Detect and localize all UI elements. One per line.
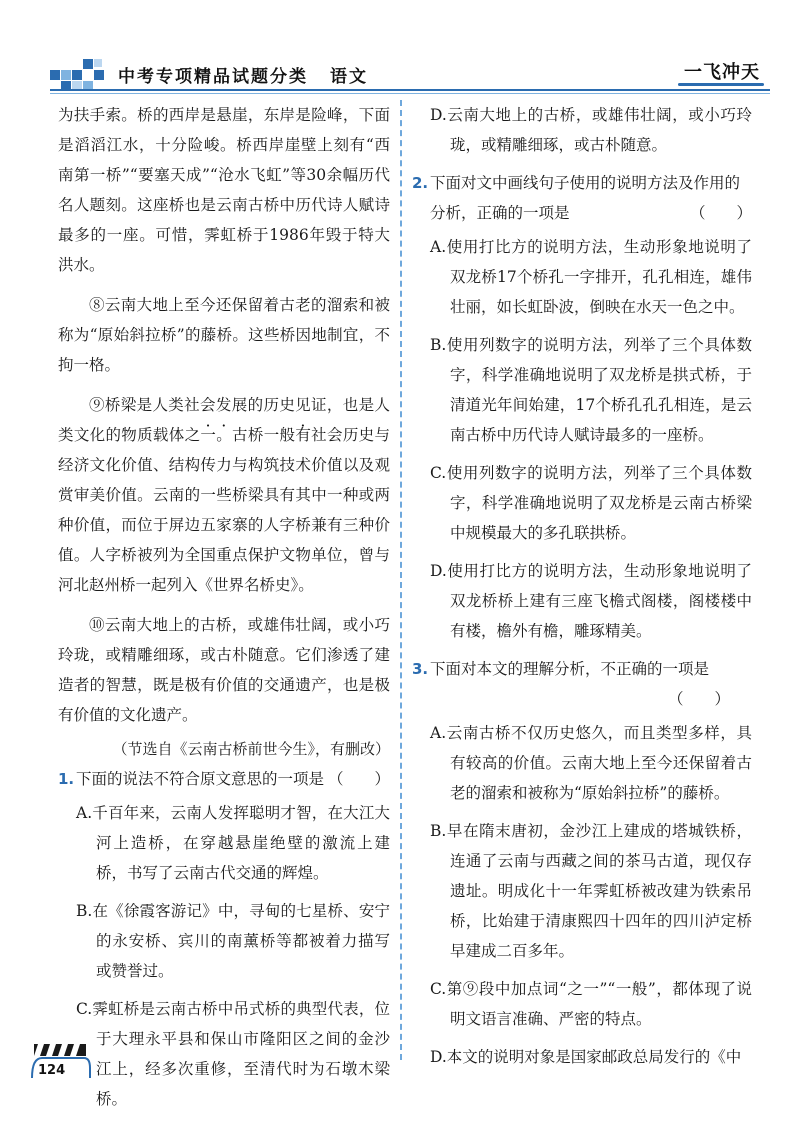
- subject-label: 语文: [330, 67, 368, 87]
- question-stem: 下面的说法不符合原文意思的一项是: [76, 770, 325, 788]
- passage-source: （节选自《云南古桥前世今生》，有删改）: [112, 740, 390, 758]
- option-c[interactable]: C.使用列数字的说明方法，列举了三个具体数字，科学准确地说明了双龙桥是云南古桥梁中规模最大的多孔联拱桥。: [430, 464, 752, 542]
- right-column: [412, 100, 752, 1072]
- brand-logo: 一飞冲天: [684, 58, 760, 84]
- page-header: [0, 0, 800, 100]
- option-d[interactable]: D.本文的说明对象是国家邮政总局发行的《中: [430, 1048, 742, 1066]
- header-rule-thin: [50, 93, 770, 94]
- answer-bracket[interactable]: （ ）: [327, 770, 390, 788]
- question-number: 3.: [412, 660, 429, 678]
- option-a[interactable]: A.使用打比方的说明方法，生动形象地说明了双龙桥17个桥孔一字排开，孔孔相连，雄伟壮丽，如长虹卧波，倒映在水天一色之中。: [430, 238, 752, 316]
- option-d[interactable]: D.云南大地上的古桥，或雄伟壮阔，或小巧玲珑，或精雕细琢，或古朴随意。: [430, 106, 752, 154]
- option-c[interactable]: C.第⑨段中加点词“之一”“一般”，都体现了说明文语言准确、严密的特点。: [430, 980, 752, 1028]
- option-a[interactable]: A.云南古桥不仅历史悠久，而且类型多样，具有较高的价值。云南大地上至今还保留着古老的溜索和被称为“原始斜拉桥”的藤桥。: [430, 724, 752, 802]
- page-number: 124: [38, 1063, 66, 1078]
- p9-text-after: 有社会历史与经济文化价值、结构传力与构筑技术价值以及观赏审美价值。云南的一些桥梁具有其中一种或两种价值，而位于屏边五家寨的人字桥兼有三种价值。人字桥被列为全国重点保护文物单位，曾与河北赵州桥一起列入《世界名桥史》。: [58, 426, 390, 594]
- question-1: [58, 764, 390, 794]
- emphasis-dot-char: 般: [279, 426, 296, 444]
- question-number: 2.: [412, 174, 429, 192]
- emphasis-dot-char: 一: [200, 426, 217, 444]
- option-b[interactable]: B.使用列数字的说明方法，列举了三个具体数字，科学准确地说明了双龙桥是拱式桥，于清道光年间始建，17个桥孔孔孔相连，是云南古桥中历代诗人赋诗最多的一座桥。: [430, 336, 752, 444]
- passage-paragraph-continued: 为扶手索。桥的西岸是悬崖，东岸是险峰，下面是滔滔江水，十分险峻。桥西岸崖壁上刻有“西南第一桥”“要塞天成”“沧水飞虹”等30余幅历代名人题刻。这座桥也是云南古桥中历代诗人赋诗最多的一座。可惜，霁虹桥于1986年毁于特大洪水。: [58, 106, 390, 274]
- option-d[interactable]: D.使用打比方的说明方法，生动形象地说明了双龙桥桥上建有三座飞檐式阁楼，阁楼楼中有楼，檐外有檐，雕琢精美。: [430, 562, 752, 640]
- answer-bracket-line: [412, 684, 752, 714]
- left-column: [58, 100, 390, 1114]
- question-2: [412, 168, 752, 228]
- passage-paragraph-10: ⑩云南大地上的古桥，或雄伟壮阔，或小巧玲珑，或精雕细琢，或古朴随意。它们渗透了建造者的智慧，既是极有价值的交通遗产，也是极有价值的文化遗产。: [58, 616, 390, 724]
- header-title: [118, 62, 368, 87]
- option-a[interactable]: A.千百年来，云南人发挥聪明才智，在大江大河上造桥，在穿越悬崖绝壁的激流上建桥，书写了云南古代交通的辉煌。: [76, 804, 390, 882]
- option-c[interactable]: C.霁虹桥是云南古桥中吊式桥的典型代表，位于大理永平县和保山市隆阳区之间的金沙江上，经多次重修，至清代时为石墩木梁桥。: [76, 1000, 390, 1108]
- question-stem: 下面对本文的理解分析，不正确的一项是: [430, 660, 710, 678]
- answer-bracket[interactable]: （ ）: [667, 690, 730, 708]
- option-b[interactable]: B.早在隋末唐初，金沙江上建成的塔城铁桥，连通了云南与西藏之间的茶马古道，现仅存遗址。明成化十一年霁虹桥被改建为铁索吊桥，比始建于清康熙四十四年的四川泸定桥早建成二百多年。: [430, 822, 752, 960]
- header-rule: [50, 89, 770, 91]
- passage-paragraph-8: ⑧云南大地上至今还保留着古老的溜索和被称为“原始斜拉桥”的藤桥。这些桥因地制宜，不拘一格。: [58, 296, 390, 374]
- book-title: 中考专项精品试题分类: [118, 67, 308, 87]
- answer-bracket[interactable]: （ ）: [689, 204, 752, 222]
- p9-text-middle: 。古桥一: [216, 426, 280, 444]
- question-3: [412, 654, 752, 684]
- emphasis-dot-char: 之: [184, 426, 201, 444]
- column-divider: [400, 100, 402, 1060]
- option-b[interactable]: B.在《徐霞客游记》中，寻甸的七星桥、安宁的永安桥、宾川的南薰桥等都被着力描写或赞誉过。: [76, 902, 390, 980]
- p9-text-before: ⑨桥梁是人类社会发展的历史见证，也是人类文化的物质载体: [58, 396, 390, 444]
- passage-paragraph-9: [58, 390, 390, 600]
- question-number: 1.: [58, 770, 75, 788]
- question-stem: 下面对文中画线句子使用的说明方法及作用的分析，正确的一项是: [430, 174, 741, 222]
